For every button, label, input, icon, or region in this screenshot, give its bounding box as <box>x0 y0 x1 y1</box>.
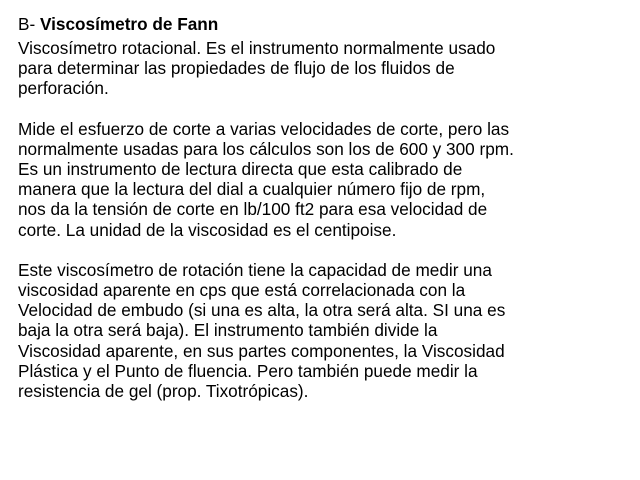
slide-title <box>18 14 630 34</box>
slide-content <box>18 14 630 401</box>
paragraph-measurement: Mide el esfuerzo de corte a varias velocidades de corte, pero las normalmente usadas para los cálculos son los de 600 y 300 rpm. Es un instrumento de lectura directa que esta calibrado de manera que la lectura del dial a cualquier número fijo de rpm, nos da la tensión de corte en lb/100 ft2 para esa velocidad de corte. La unidad de la viscosidad es el centipoise. <box>18 118 514 240</box>
paragraph-capabilities: Este viscosímetro de rotación tiene la capacidad de medir una viscosidad aparente en cps que está correlacionada con la Velocidad de embudo (si una es alta, la otra será alta. SI una es baja la otra será baja). El instrumento también divide la Viscosidad aparente, en sus partes componentes, la Viscosidad Plástica y el Punto de fluencia. Pero también puede medir la resistencia de gel (prop. Tixotrópicas). <box>18 259 506 402</box>
paragraph-definition: Viscosímetro rotacional. Es el instrumento normalmente usado para determinar las propiedades de flujo de los fluidos de perforación. <box>18 38 496 99</box>
title-prefix: B- <box>18 14 40 34</box>
title-main: Viscosímetro de Fann <box>39 14 219 34</box>
